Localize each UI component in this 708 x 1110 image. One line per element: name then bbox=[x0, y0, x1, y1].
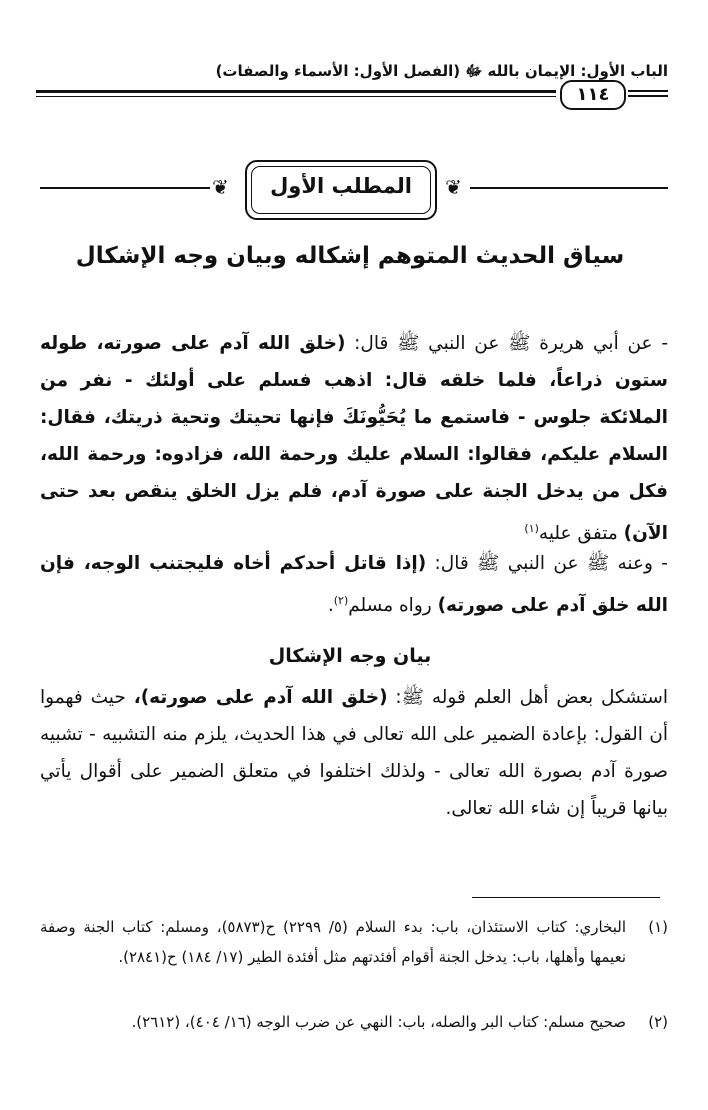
page-number: ١١٤ bbox=[560, 80, 626, 110]
footnote-1-number: (١) bbox=[648, 918, 668, 936]
problem-heading: بيان وجه الإشكال bbox=[268, 645, 432, 667]
problem-paragraph bbox=[40, 679, 668, 827]
hadith-paragraph-2 bbox=[40, 545, 668, 624]
hadith2-suffix: رواه مسلم bbox=[348, 595, 438, 617]
hadith-paragraph-1 bbox=[40, 325, 668, 552]
problem-rest: حيث فهموا أن القول: بإعادة الضمير على الله تعالى في هذا الحديث، يلزم منه التشبيه - تشبيه صورة آدم بصورة الله تعالى - ولذلك اختلفوا في متعلق الضمير على أقوال يأتي بيانها قريباً إن شاء الله تعالى. bbox=[40, 687, 668, 819]
footnote-ref-1: (١) bbox=[524, 522, 539, 535]
hadith1-prefix: - عن أبي هريرة ﷺ عن النبي ﷺ قال: bbox=[345, 333, 668, 354]
hadith2-end: . bbox=[327, 595, 334, 617]
section-rule-right bbox=[470, 187, 668, 189]
footnote-1-text: البخاري: كتاب الاستئذان، باب: بدء السلام (٥/ ٢٢٩٩) ح(٥٨٧٣)، ومسلم: كتاب الجنة وصفة نعيمها وأهلها، باب: يدخل الجنة أقوام أفئدتهم مثل أفئدة الطير (١٧/ ١٨٤) ح(٢٨٤١). bbox=[40, 918, 627, 966]
footnote-2 bbox=[40, 1007, 668, 1037]
section-rule-left bbox=[40, 187, 210, 189]
problem-prefix: استشكل بعض أهل العلم قوله ﷺ: bbox=[387, 687, 668, 708]
section-title: المطلب الأول bbox=[270, 174, 412, 198]
section-title-frame bbox=[245, 160, 437, 220]
running-head: الباب الأول: الإيمان بالله ﷻ (الفصل الأول: الأسماء والصفات) bbox=[215, 62, 668, 80]
hadith1-quote: (خلق الله آدم على صورته، طوله ستون ذراعاً، فلما خلقه قال: اذهب فسلم على أولئك - نفر من الملائكة جلوس - فاستمع ما يُحَيُّونَكَ فإنها تحيتك وتحية ذريتك، فقال: السلام عليكم، فقالوا: السلام عليك ورحمة الله، فزادوه: ورحمة الله، فكل من يدخل الجنة على صورة آدم، فلم يزل الخلق ينقص بعد حتى الآن) bbox=[40, 333, 668, 545]
hadith2-prefix: - وعنه ﷺ عن النبي ﷺ قال: bbox=[426, 553, 668, 574]
footnote-ref-2: (٢) bbox=[333, 594, 349, 607]
footnote-2-number: (٢) bbox=[648, 1013, 668, 1031]
main-heading: سياق الحديث المتوهم إشكاله وبيان وجه الإشكال bbox=[75, 243, 625, 269]
ornament-right-icon: ❦ bbox=[445, 175, 462, 199]
problem-quote: (خلق الله آدم على صورته)، bbox=[133, 687, 388, 708]
ornament-left-icon: ❦ bbox=[212, 175, 229, 199]
hadith1-suffix: متفق عليه bbox=[538, 523, 624, 545]
footnote-1 bbox=[40, 912, 668, 972]
footnote-2-text: صحيح مسلم: كتاب البر والصله، باب: النهي عن ضرب الوجه (١٦/ ٤٠٤)، (٢٦١٢). bbox=[131, 1013, 626, 1031]
hadith2-quote: (إذا قاتل أحدكم أخاه فليجتنب الوجه، فإن الله خلق آدم على صورته) bbox=[40, 553, 668, 617]
footnote-rule bbox=[472, 897, 660, 898]
